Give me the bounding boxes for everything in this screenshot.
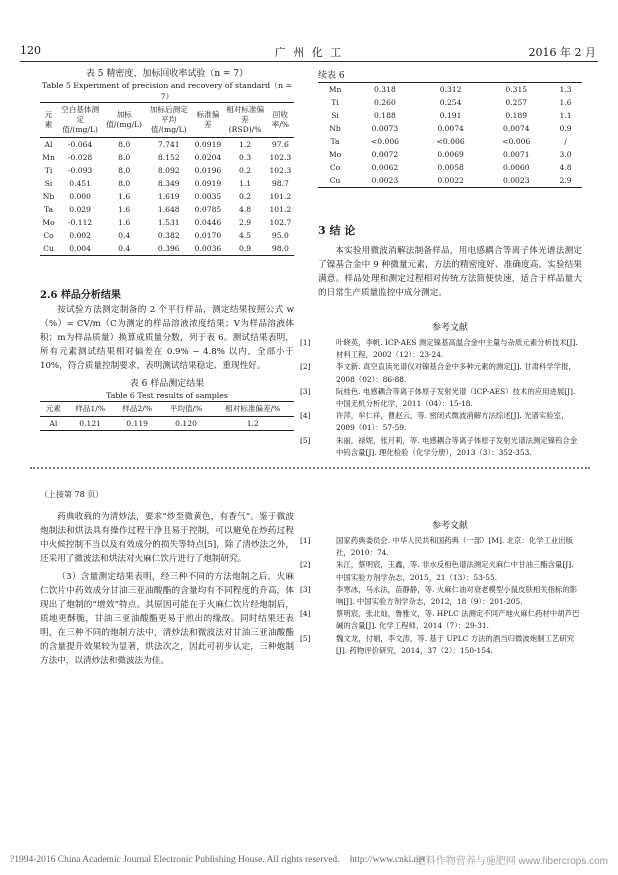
table6-cell: 0.119 <box>126 419 149 428</box>
table5-cell: 98.0 <box>271 244 289 253</box>
table5-cell: 1.531 <box>157 218 180 227</box>
table-row <box>40 190 294 203</box>
table6-cont-cell: Si <box>331 111 339 120</box>
reference-item <box>300 337 582 361</box>
table6-cont-cell: 0.260 <box>374 98 396 107</box>
reference-number: [3] <box>300 584 311 594</box>
table5-header-cell: 元素 <box>44 110 53 129</box>
table5-cell: 95.0 <box>271 231 289 240</box>
table6-cont-cell: 0.312 <box>439 85 462 94</box>
references-bottom-title: 参考文献 <box>431 521 468 531</box>
reference-number: [1] <box>300 536 311 545</box>
table6-cell: 0.120 <box>175 419 197 428</box>
table-row <box>40 138 294 152</box>
table-row <box>318 148 582 161</box>
table5-cell: 0.0446 <box>194 218 222 227</box>
table5-cell: 8.0 <box>118 179 131 188</box>
table5-cell: 4.8 <box>239 205 252 214</box>
table5-cell: 1.648 <box>157 205 180 214</box>
table5-cell: 0.0919 <box>194 179 222 188</box>
cnki-link[interactable]: http://www.cnki.net <box>349 855 426 865</box>
reference-item <box>300 559 582 583</box>
table6-header-cell: 相对标准偏差/% <box>225 404 281 413</box>
continuation-label: （上接第 78 页） <box>40 490 104 499</box>
table6-cell: 1.2 <box>246 419 259 428</box>
table6-cont-caption: 续表 6 <box>318 71 345 81</box>
table-row <box>318 83 582 97</box>
reference-text: 叶晓英，李帆. ICP-AES 测定镍基高温合金中主量与杂质元素分析技术[J]. 材料工程，2002（12）：23-24. <box>336 338 578 360</box>
table5-block <box>40 68 294 256</box>
table5-cell: 102.3 <box>269 166 292 175</box>
table-row <box>318 161 582 174</box>
table6-cont-cell: 0.254 <box>439 98 462 107</box>
table6-header-cell: 元素 <box>45 404 61 413</box>
journal-title: 广 州 化 工 <box>274 46 344 59</box>
references-right <box>300 322 582 459</box>
table5-cell: Mn <box>42 153 55 162</box>
references-right-title: 参考文献 <box>431 323 468 333</box>
table-row <box>40 216 294 229</box>
continuation-paragraph-2: （3）含量测定结果表明，经三种不同的方法炮制之后，火麻仁饮片中药效成分甘油三亚油酸酯的含量均有不同程度的升高，体现出了炮制的“增效”特点。其原因可能在于火麻仁饮片经炮制后，质地更酥脆，甘油三亚油酸酯更易于煎出的缘故。同时结果还表明，在三种不同的炮制方法中，清炒法和微波法对甘油三亚油酸酯的含量提升效果较为显著，烘法次之，因此可初步认定，三种炮制方法中，以清炒法和微波法为佳。 <box>40 572 294 666</box>
table5-cell: 4.5 <box>239 231 252 240</box>
table6-cont-cell: 0.0072 <box>371 150 399 159</box>
reference-number: [4] <box>300 609 311 619</box>
table5-cell: 8.152 <box>157 153 180 162</box>
table5-cell: 0.0170 <box>194 231 222 240</box>
table5-cell: 8.0 <box>118 140 131 149</box>
table6-cont-cell: 0.0022 <box>437 176 464 185</box>
table5-cell: Nb <box>42 192 55 201</box>
table-row <box>40 151 294 164</box>
reference-item <box>300 386 582 410</box>
table5-header-cell: 相对标准偏差(RSD)/% <box>226 105 265 134</box>
reference-text: 国家药典委员会. 中华人民共和国药典（一部）[M]. 北京：化学工业出版社，2010：74. <box>336 536 574 558</box>
table5-cell: 0.4 <box>118 231 131 240</box>
table6-header-cell: 平均值/% <box>169 404 203 413</box>
table6-cont-cell: 0.0071 <box>502 150 530 159</box>
table6-cont-cell: 1.1 <box>559 111 572 120</box>
table6-cont <box>318 82 582 188</box>
table6-cont-cell: <0.006 <box>502 137 531 146</box>
reference-item <box>300 535 582 559</box>
table6-cell: 0.121 <box>79 419 102 428</box>
table6-block <box>40 378 294 431</box>
reference-item <box>300 435 582 459</box>
table6-cont-cell: 1.6 <box>559 98 572 107</box>
table5-cell: Al <box>44 140 53 149</box>
table6-cont-cell: 0.318 <box>374 85 396 94</box>
table5-cell: 0.4 <box>118 244 131 253</box>
table-row <box>318 109 582 122</box>
reference-text: 阮桂色. 电感耦合等离子体原子发射光谱（ICP-AES）技术的应用进展[J]. 中国无机分析化学，2011（04）：15-18. <box>336 386 576 409</box>
table-row <box>40 203 294 216</box>
reference-text: 朱丽，禄妮，张月莉，等. 电感耦合等离子体原子发射光谱法测定镍钨合金中钨含量[J]. 理化检验（化学分册），2013（3）：352-353. <box>336 435 578 457</box>
table5-cell: 7.741 <box>157 140 180 149</box>
table5-cell: 1.619 <box>157 192 180 201</box>
table-row <box>40 164 294 177</box>
reference-number: [3] <box>300 386 311 396</box>
issue-date: 2016 年 2 月 <box>528 46 596 59</box>
section-3-title: 3 结 论 <box>318 224 356 237</box>
table5-cell: 1.6 <box>118 205 131 214</box>
section-divider <box>30 467 590 469</box>
table6-cont-cell: 3.0 <box>559 150 572 159</box>
table6-cont-cell: / <box>564 137 567 146</box>
table5-cell: 8.092 <box>157 166 180 175</box>
table5-cell: 0.0785 <box>194 205 222 214</box>
footer-copyright <box>10 855 425 865</box>
table6-cont-cell: 0.0058 <box>437 163 464 172</box>
continuation-paragraph-1: 药典收载的为清炒法，要求“炒至微黄色，有香气”。鉴于微波炮制法和烘法具有操作过程干净且易于控制，可以避免在炒药过程中火候控制不当以及有效成分的损失等特点[5]，除了清炒法之外，还采用了微波法和烘法对火麻仁饮片进行了炮制研究。 <box>40 512 294 564</box>
reference-item <box>300 410 582 434</box>
table-row <box>40 177 294 190</box>
table5-cell: 0.382 <box>157 231 180 240</box>
table5-header-cell: 标准偏差 <box>196 110 220 129</box>
table5-cell: 0.029 <box>69 205 91 214</box>
table6-cont-cell: Mn <box>328 85 342 94</box>
reference-text: 许萍，牟仁祥，曹赵云，等. 密闭式微波消解方法综述[J]. 光谱实验室，2009（01）：57-59. <box>336 411 569 433</box>
table5-cell: 0.451 <box>69 179 91 188</box>
reference-text: 李寒冰，马永法，苗静静，等. 火麻仁油对衰老模型小鼠皮肤相关指标的影响[J]. 中国实验方剂学杂志，2012，18（9）：201-205. <box>336 584 578 607</box>
table5-cell: 101.2 <box>269 205 292 214</box>
table6-cont-cell: Mo <box>328 150 342 159</box>
table6-cont-cell: 0.9 <box>559 124 572 133</box>
table5-caption-en: Table 5 Experiment of precision and recovery of standard（n = 7） <box>42 81 292 101</box>
table5-cell: Co <box>43 231 54 240</box>
reference-text: 李文新. 真空直读光谱仪对镍基合金中多种元素的测定[J]. 甘肃科学学报，2008（02）：86-88. <box>336 362 576 384</box>
table5-header-cell: 加标后测定平均值/(mg/L) <box>149 105 188 134</box>
table5-cell: -0.064 <box>67 140 93 149</box>
table5-cell: Ta <box>44 205 54 214</box>
table6 <box>40 401 294 431</box>
table6-cont-cell: Co <box>329 163 341 172</box>
table-row <box>318 135 582 148</box>
table6-header-cell: 样品2/% <box>122 404 153 413</box>
watermark: 肥料作物营养与施肥网 www.fibercrops.com <box>415 856 608 867</box>
page-number: 120 <box>20 44 41 57</box>
table6-cont-cell: Ta <box>330 137 340 146</box>
reference-item <box>300 584 582 608</box>
table5-cell: 98.7 <box>271 179 289 188</box>
table5-cell: 97.6 <box>271 140 289 149</box>
table5-cell: 0.0196 <box>194 166 222 175</box>
table-row <box>318 122 582 135</box>
table5-header-cell: 回收率/% <box>271 110 290 129</box>
table5-caption-cn: 表 5 精密度、加标回收率试验（n = 7） <box>85 69 249 79</box>
table-row <box>318 174 582 188</box>
table6-cont-cell: Ti <box>331 98 339 107</box>
table5-cell: 0.004 <box>69 244 91 253</box>
table5-cell: Si <box>44 179 53 188</box>
table6-cont-cell: 0.0069 <box>437 150 464 159</box>
table5-cell: 0.0919 <box>194 140 222 149</box>
table6-cont-cell: 0.0060 <box>502 163 530 172</box>
table5-cell: Mo <box>42 218 55 227</box>
table5-cell: 0.2 <box>239 192 252 201</box>
table6-cont-cell: 0.189 <box>505 111 528 120</box>
table6-cont-cell: 0.188 <box>374 111 396 120</box>
reference-number: [1] <box>300 338 311 347</box>
table5-cell: 0.2 <box>239 166 252 175</box>
reference-number: [4] <box>300 411 311 421</box>
table6-cont-cell: 0.0062 <box>371 163 399 172</box>
table5-cell: 2.9 <box>239 218 252 227</box>
table5-cell: 0.3 <box>239 153 252 162</box>
section-2-6 <box>40 286 294 373</box>
reference-number: [2] <box>300 362 311 372</box>
table6-cont-cell: Nb <box>329 124 341 133</box>
table5-cell: 1.1 <box>239 179 252 188</box>
table5-cell: 0.396 <box>157 244 180 253</box>
table6-header-cell: 样品1/% <box>75 404 106 413</box>
continuation-block <box>40 488 294 668</box>
table5-cell: 8.0 <box>118 166 131 175</box>
table5-cell: 1.6 <box>118 192 131 201</box>
references-bottom <box>300 520 582 657</box>
table5-cell: 8.0 <box>118 153 131 162</box>
table-row <box>318 96 582 109</box>
table6-cont-block <box>318 70 582 188</box>
table5-cell: Ti <box>44 166 53 175</box>
table5-cell: 102.3 <box>269 153 292 162</box>
table6-cont-cell: 0.0074 <box>437 124 464 133</box>
reference-text: 蔡明宸，张北灿，鲁雅文，等. HPLC 法测定不同产地火麻仁药材中胡芦巴碱的含量[J]. 化学工程师，2014（7）：29-31. <box>336 609 580 631</box>
table6-cont-cell: <0.006 <box>370 137 399 146</box>
table6-cont-cell: 0.315 <box>505 85 528 94</box>
table5-cell: -0.093 <box>67 166 93 175</box>
table6-cont-cell: 1.3 <box>559 85 572 94</box>
reference-item <box>300 633 582 657</box>
table5-cell: -0.028 <box>67 153 93 162</box>
table6-cont-cell: Cu <box>329 176 341 185</box>
table6-cont-cell: <0.006 <box>436 137 465 146</box>
table5-cell: 0.000 <box>69 192 91 201</box>
table6-cell: Al <box>49 419 58 428</box>
section-3 <box>318 222 582 300</box>
table5-cell: 1.6 <box>118 218 131 227</box>
table6-cont-cell: 0.191 <box>439 111 462 120</box>
reference-item <box>300 361 582 385</box>
table-row <box>40 417 294 431</box>
table6-cont-cell: 0.257 <box>505 98 528 107</box>
reference-number: [5] <box>300 435 311 445</box>
reference-item <box>300 608 582 632</box>
table5-cell: 0.0036 <box>194 244 222 253</box>
table5-cell: 0.002 <box>69 231 91 240</box>
table6-caption-en: Table 6 Test results of samples <box>106 391 228 400</box>
table5-cell: 101.2 <box>269 192 292 201</box>
section-2-6-title: 2.6 样品分析结果 <box>40 290 121 301</box>
table6-cont-cell: 0.0023 <box>371 176 399 185</box>
copyright-text: ?1994-2016 China Academic Journal Electronic Publishing House. All rights reserved. <box>10 855 340 865</box>
table6-caption-cn: 表 6 样品测定结果 <box>129 379 205 389</box>
reference-text: 朱江，蔡明宸，王鑫，等. 非水反相色谱法测定火麻仁中甘油三酯含量[J]. 中国实验方剂学杂志，2015，21（13）：53-55. <box>336 560 574 582</box>
reference-number: [2] <box>300 560 311 570</box>
table5 <box>40 102 294 256</box>
table6-cont-cell: 2.9 <box>559 176 572 185</box>
table5-cell: 102.7 <box>269 218 292 227</box>
table5-cell: 1.2 <box>239 140 252 149</box>
section-3-paragraph: 本实验用微波消解法制备样品，用电感耦合等离子体光谱法测定了镍基合金中 9 种微量元素，方法的精密度好、准确度高，实验结果满意。样品处理和测定过程相对传统方法简便快速，适合于样品量大的日常生产质量监控中成分测定。 <box>318 246 582 298</box>
table5-header-cell: 加标值/(mg/L) <box>106 110 143 129</box>
table5-cell: 0.9 <box>239 244 252 253</box>
table5-cell: 0.0035 <box>194 192 222 201</box>
table6-cont-cell: 0.0074 <box>502 124 530 133</box>
table5-cell: 0.0204 <box>194 153 222 162</box>
table6-cont-cell: 0.0073 <box>371 124 399 133</box>
table-row <box>40 242 294 256</box>
table-row <box>40 229 294 242</box>
reference-number: [5] <box>300 633 311 643</box>
table5-cell: 8.349 <box>157 179 180 188</box>
table6-cont-cell: 0.0023 <box>502 176 530 185</box>
table5-cell: Cu <box>43 244 54 253</box>
reference-text: 魏文龙，付娟，李文涛，等. 基于 UPLC 方法的酒当归微波炮制工艺研究[J]. 药物评价研究，2014，37（2）：150-154. <box>336 633 575 655</box>
header-rule <box>20 61 598 62</box>
table5-header-cell: 空白基体测定值/(mg/L) <box>61 105 100 134</box>
table6-cont-cell: 4.8 <box>559 163 572 172</box>
section-2-6-paragraph: 按试验方法测定制备的 2 个平行样品，测定结果按照公式 w（%）= CV/m（C为测定的样品溶液浓度结果；V为样品溶液体积；m为样品质量）换算成质量分数，列于表 6。测试结果表明，所有元素测试结果相对偏差在 0.9% ~ 4.8% 以内，全部小于 10%，符合质量控制要求，表明测试结果稳定、重现性好。 <box>40 305 294 371</box>
table5-cell: -0.112 <box>67 218 93 227</box>
